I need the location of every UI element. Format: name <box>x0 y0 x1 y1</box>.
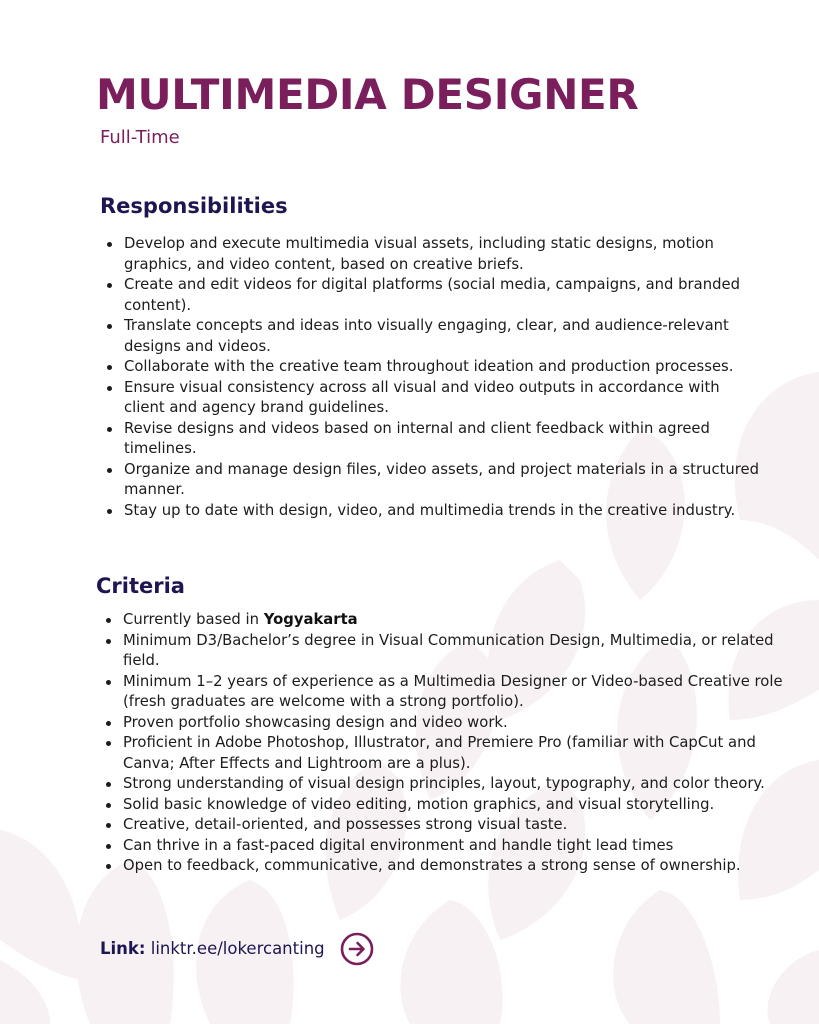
list-item: Create and edit videos for digital platforms (social media, campaigns, and branded content). <box>100 275 760 316</box>
list-item: Strong understanding of visual design principles, layout, typography, and color theory. <box>99 774 789 795</box>
list-item: Translate concepts and ideas into visually engaging, clear, and audience-relevant designs and videos. <box>100 316 760 357</box>
list-item: Can thrive in a fast-paced digital environment and handle tight lead times <box>99 836 789 857</box>
employment-type: Full-Time <box>100 127 180 148</box>
list-item: Minimum D3/Bachelor’s degree in Visual Communication Design, Multimedia, or related field. <box>99 631 789 672</box>
location-name: Yogyakarta <box>263 611 358 628</box>
location-prefix: Currently based in <box>123 611 264 628</box>
list-item: Develop and execute multimedia visual assets, including static designs, motion graphics, and video content, based on creative briefs. <box>100 234 760 275</box>
list-item: Revise designs and videos based on internal and client feedback within agreed timelines. <box>100 419 760 460</box>
list-item: Creative, detail-oriented, and possesses strong visual taste. <box>99 815 789 836</box>
job-title: MULTIMEDIA DESIGNER <box>96 70 639 119</box>
list-item: Ensure visual consistency across all visual and video outputs in accordance with client and agency brand guidelines. <box>100 378 760 419</box>
list-item-location <box>99 610 789 631</box>
link-url[interactable]: linktr.ee/lokercanting <box>150 939 325 958</box>
list-item: Organize and manage design files, video assets, and project materials in a structured manner. <box>100 460 760 501</box>
list-item: Collaborate with the creative team throughout ideation and production processes. <box>100 357 760 378</box>
criteria-heading: Criteria <box>96 574 185 598</box>
criteria-list <box>99 610 789 877</box>
link-label: Link: <box>100 939 146 958</box>
responsibilities-heading: Responsibilities <box>100 194 288 218</box>
list-item: Solid basic knowledge of video editing, motion graphics, and visual storytelling. <box>99 795 789 816</box>
list-item: Proficient in Adobe Photoshop, Illustrator, and Premiere Pro (familiar with CapCut and Canva; After Effects and Lightroom are a plus). <box>99 733 789 774</box>
responsibilities-list <box>100 234 760 521</box>
list-item: Open to feedback, communicative, and demonstrates a strong sense of ownership. <box>99 856 789 877</box>
list-item: Minimum 1–2 years of experience as a Multimedia Designer or Video-based Creative role (fresh graduates are welcome with a strong portfolio). <box>99 672 789 713</box>
list-item: Proven portfolio showcasing design and video work. <box>99 713 789 734</box>
link-row <box>100 938 325 962</box>
list-item: Stay up to date with design, video, and multimedia trends in the creative industry. <box>100 501 760 522</box>
arrow-right-circle-icon[interactable] <box>340 932 374 966</box>
